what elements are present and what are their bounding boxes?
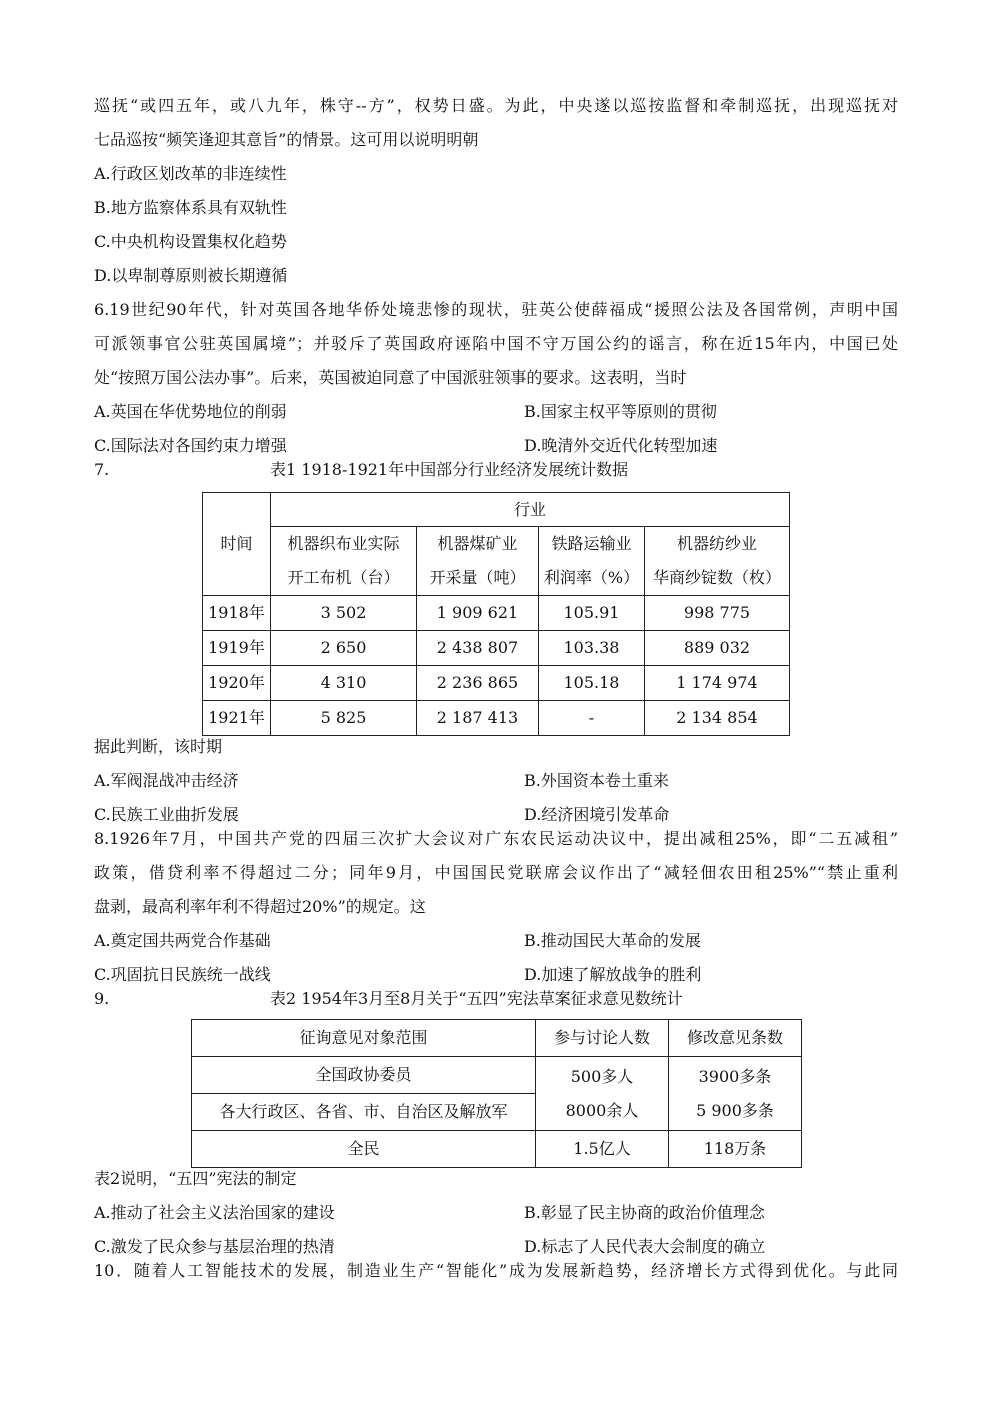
q7-year-cell: 1920年 — [203, 666, 271, 701]
q9-header-people: 参与讨论人数 — [536, 1020, 669, 1057]
q7-column-header — [645, 527, 790, 596]
q7-value-cell: 2 187 413 — [417, 701, 539, 736]
q7-value-cell: 3 502 — [271, 596, 417, 631]
q7-option-a: A.军阀混战冲击经济 — [94, 771, 239, 790]
q7-value-cell: 2 134 854 — [645, 701, 790, 736]
q10-stem-line-1: 10．随着人工智能技术的发展，制造业生产“智能化”成为发展新趋势，经济增长方式得到优化。与此同 — [94, 1261, 898, 1280]
q9-people-cell: 1.5亿人 — [536, 1131, 669, 1168]
q6-option-a: A.英国在华优势地位的削弱 — [94, 402, 287, 421]
q7-column-header-line: 华商纱锭数（枚） — [653, 568, 782, 587]
q7-column-header — [417, 527, 539, 596]
q6-option-b: B.国家主权平等原则的贯彻 — [524, 402, 717, 421]
q5-option-b: B.地方监察体系具有双轨性 — [94, 198, 287, 217]
q9-option-c: C.激发了民众参与基层治理的热清 — [94, 1237, 335, 1256]
q6-stem-line-2: 可派领事官公驻英国属境”；并驳斥了英国政府诬陷中国不守万国公约的谣言，称在近15年内，中国已处 — [94, 334, 898, 353]
q8-option-b: B.推动国民大革命的发展 — [524, 931, 701, 950]
q5-option-c: C.中央机构设置集权化趋势 — [94, 232, 287, 251]
q7-option-c: C.民族工业曲折发展 — [94, 805, 239, 824]
q7-option-d: D.经济困境引发革命 — [524, 805, 670, 824]
q7-year-cell: 1918年 — [203, 596, 271, 631]
q7-column-header-line: 机器纺纱业 — [677, 534, 758, 553]
q7-column-header-line: 开工布机（台） — [287, 568, 400, 587]
q7-value-cell: 4 310 — [271, 666, 417, 701]
q9-number: 9. — [94, 989, 110, 1008]
q8-option-d: D.加速了解放战争的胜利 — [524, 965, 702, 984]
q5-option-d: D.以卑制尊原则被长期遵循 — [94, 266, 288, 285]
q7-column-header-line: 开采量（吨） — [429, 568, 526, 587]
q9-option-a: A.推动了社会主义法治国家的建设 — [94, 1203, 335, 1222]
q7-value-cell: 889 032 — [645, 631, 790, 666]
q6-stem-line-3: 处“按照万国公法办事”。后来，英国被迫同意了中国派驻领事的要求。这表明，当时 — [94, 368, 687, 387]
q7-year-cell: 1921年 — [203, 701, 271, 736]
q7-value-cell: 105.91 — [539, 596, 645, 631]
q7-value-cell: 1 909 621 — [417, 596, 539, 631]
q6-option-d: D.晚清外交近代化转型加速 — [524, 436, 718, 455]
q6-option-c: C.国际法对各国约束力增强 — [94, 436, 287, 455]
q7-number: 7. — [94, 460, 110, 479]
q7-value-cell: 5 825 — [271, 701, 417, 736]
q9-table-caption: 表2 1954年3月至8月关于“五四”宪法草案征求意见数统计 — [270, 989, 683, 1008]
q7-year-cell: 1919年 — [203, 631, 271, 666]
q9-option-b: B.彰显了民主协商的政治价值理念 — [524, 1203, 765, 1222]
q7-table-caption: 表1 1918-1921年中国部分行业经济发展统计数据 — [270, 460, 629, 479]
q9-scope-cell: 全国政协委员 — [192, 1057, 536, 1094]
q7-column-header-line: 利润率（%） — [543, 568, 640, 587]
q8-option-c: C.巩固抗日民族统一战线 — [94, 965, 271, 984]
q9-header-opinions: 修改意见条数 — [669, 1020, 802, 1057]
q7-column-header — [271, 527, 417, 596]
q8-stem-line-2: 政策，借贷利率不得超过二分；同年9月，中国国民党联席会议作出了“减轻佃农田租25%”“禁止重利 — [94, 863, 898, 882]
q8-stem-line-1: 8.1926年7月，中国共产党的四届三次扩大会议对广东农民运动决议中，提出减租25%，即“二五减租” — [94, 829, 898, 848]
q9-stem: 表2说明，“五四”宪法的制定 — [94, 1169, 297, 1188]
q9-opinions-merged-cell — [669, 1057, 802, 1131]
table-row — [203, 631, 790, 666]
q9-option-d: D.标志了人民代表大会制度的确立 — [524, 1237, 766, 1256]
q9-people-value: 8000余人 — [565, 1100, 639, 1120]
q9-opinions-value: 5 900多条 — [696, 1100, 774, 1120]
q8-stem-line-3: 盘剥，最高利率年利不得超过20%”的规定。这 — [94, 897, 426, 916]
q7-option-b: B.外国资本卷土重来 — [524, 771, 669, 790]
q5-stem-line-1: 巡抚“或四五年，或八九年，株守--方”，权势日盛。为此，中央遂以巡按监督和牵制巡抚，出现巡抚对 — [94, 96, 898, 115]
q9-data-table — [191, 1019, 802, 1168]
q7-value-cell: 103.38 — [539, 631, 645, 666]
q7-stem: 据此判断，该时期 — [94, 737, 223, 756]
table-row — [192, 1131, 802, 1168]
q5-stem-line-2: 七品巡按“频笑逢迎其意旨”的情景。这可用以说明明朝 — [94, 130, 479, 149]
q9-scope-cell: 各大行政区、各省、市、自治区及解放军 — [192, 1094, 536, 1131]
q7-header-time: 时间 — [203, 493, 271, 596]
q7-value-cell: 2 438 807 — [417, 631, 539, 666]
q8-option-a: A.奠定国共两党合作基础 — [94, 931, 271, 950]
table-row — [192, 1057, 802, 1094]
q7-value-cell: 998 775 — [645, 596, 790, 631]
q9-people-merged-cell — [536, 1057, 669, 1131]
q7-value-cell: 2 650 — [271, 631, 417, 666]
q9-opinions-value: 3900多条 — [698, 1066, 772, 1086]
table-row — [203, 596, 790, 631]
q7-header-industry: 行业 — [271, 493, 790, 527]
q7-column-header-line: 机器织布业实际 — [287, 534, 400, 553]
q9-header-scope: 征询意见对象范围 — [192, 1020, 536, 1057]
q5-option-a: A.行政区划改革的非连续性 — [94, 164, 287, 183]
q7-column-header-line: 机器煤矿业 — [437, 534, 518, 553]
q7-data-table — [202, 492, 790, 736]
q9-scope-cell: 全民 — [192, 1131, 536, 1168]
q7-value-cell: 1 174 974 — [645, 666, 790, 701]
q7-value-cell: 2 236 865 — [417, 666, 539, 701]
q9-opinions-cell: 118万条 — [669, 1131, 802, 1168]
q7-column-header — [539, 527, 645, 596]
q7-value-cell: 105.18 — [539, 666, 645, 701]
q7-value-cell: - — [539, 701, 645, 736]
table-row — [203, 701, 790, 736]
table-row — [203, 666, 790, 701]
q7-column-header-line: 铁路运输业 — [551, 534, 632, 553]
q6-stem-line-1: 6.19世纪90年代，针对英国各地华侨处境悲惨的现状，驻英公使薛福成“援照公法及各国常例，声明中国 — [94, 300, 898, 319]
q9-people-value: 500多人 — [570, 1066, 634, 1086]
